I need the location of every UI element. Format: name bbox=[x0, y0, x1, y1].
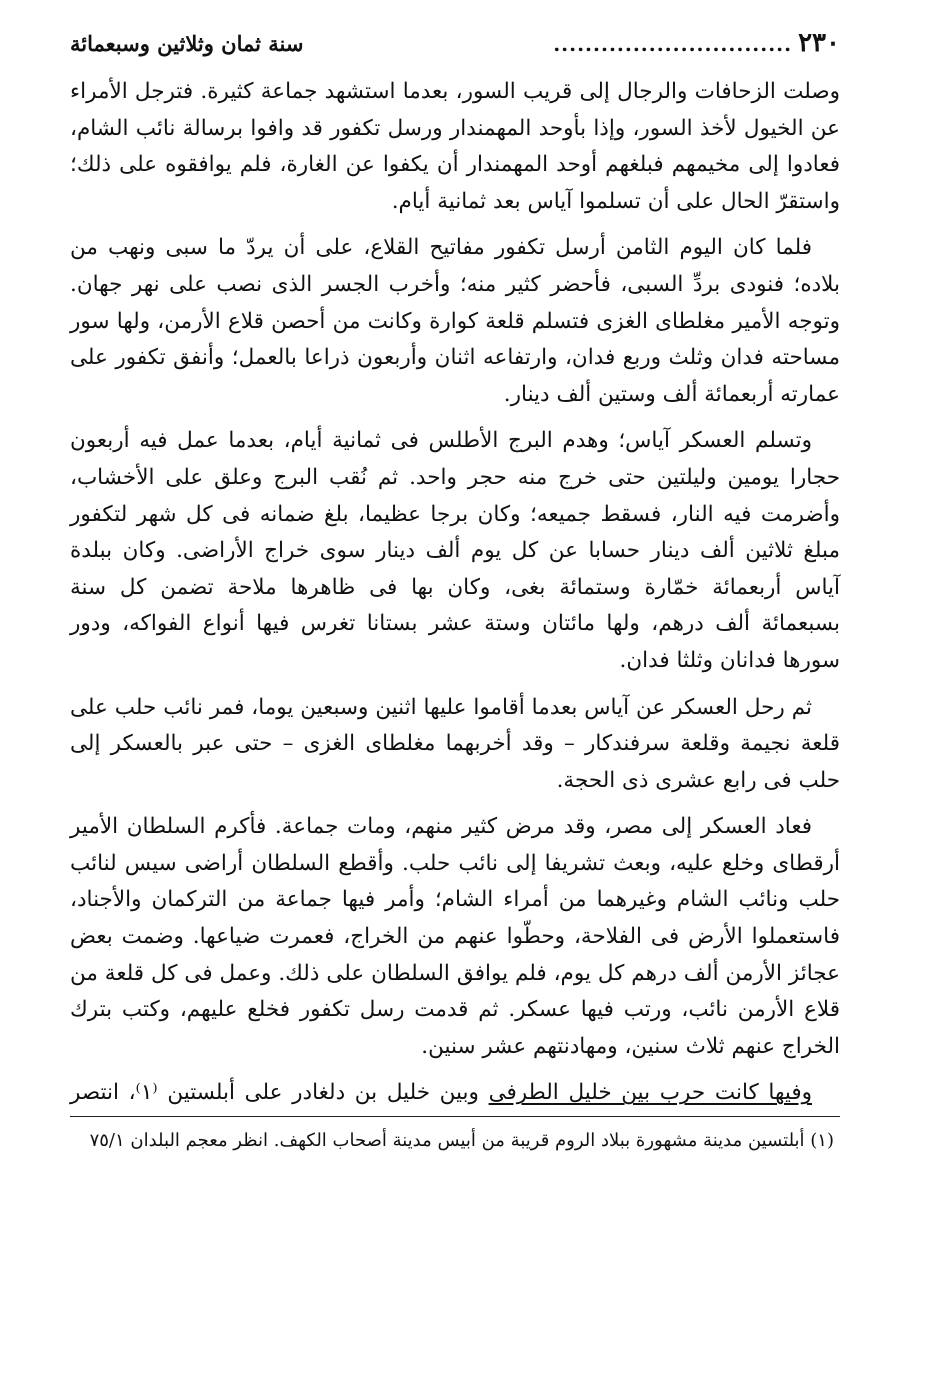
paragraph-6 bbox=[70, 1075, 840, 1112]
footnote: (١) أبلتسين مدينة مشهورة ببلاد الروم قريبة من أبيس مدينة أصحاب الكهف. انظر معجم البلدان ٧٥/١ bbox=[89, 1130, 834, 1152]
paragraph-1: وصلت الزحافات والرجال إلى قريب السور، بعدما استشهد جماعة كثيرة. فترجل الأمراء عن الخيول لأخذ السور، وإذا بأوحد المهمندار ورسل تكفور قد وافوا برسالة نائب الشام، فعادوا إلى مخيمهم فبلغهم أوحد المهمندار أن يكفوا عن الغارة، فلم يوافقوه على ذلك؛ واستقرّ الحال على أن تسلموا آياس بعد ثمانية أيام. bbox=[70, 79, 840, 214]
paragraph-3: وتسلم العسكر آياس؛ وهدم البرج الأطلس فى ثمانية أيام، بعدما عمل فيه أربعون حجارا يومين وليلتين حتى خرج منه حجر واحد. ثم نُقب البرج وعلق على الأخشاب، وأضرمت فيه النار، فسقط جميعه؛ وكان برجا عظيما، بلغ ضمانه فى كل شهر لتكفور مبلغ ثلاثين ألف دينار حسابا عن كل يوم ألف دينار سوى خراج الأراضى. وكان ببلدة آياس أربعمائة خمّارة وستمائة بغى، وكان بها فى ظاهرها ملاحة تضمن كل سنة بسبعمائة ألف درهم، ولها مائتان وستة عشر بستانا تغرس فيها أنواع الفواكه، ودور سورها فدانان وثلثا فدان. bbox=[70, 428, 840, 673]
paragraph-6-rest: وبين خليل بن دلغادر على أبلستين ⁽١⁾، انتصر bbox=[70, 1080, 489, 1106]
page-header bbox=[70, 28, 840, 68]
running-title: سنة ثمان وثلاثين وسبعمائة bbox=[70, 31, 304, 56]
footnote-divider bbox=[70, 1116, 840, 1117]
paragraph-2: فلما كان اليوم الثامن أرسل تكفور مفاتيح القلاع، على أن يردّ ما سبى ونهب من بلاده؛ فنودى بردِّ السبى، فأحضر كثير منه؛ وأخرب الجسر الذى نصب على نهر جهان. وتوجه الأمير مغلطاى الغزى فتسلم قلعة كوارة وكانت من أحصن قلاع الأرمن، ولها سور مساحته فدان وثلث وربع فدان، وارتفاعه اثنان وأربعون ذراعا بالعمل؛ وأنفق تكفور على عمارته أربعمائة ألف وستين ألف دينار. bbox=[70, 235, 840, 407]
paragraph-4: ثم رحل العسكر عن آياس بعدما أقاموا عليها اثنين وسبعين يوما، فمر نائب حلب على قلعة نجيمة وقلعة سرفندكار – وقد أخربهما مغلطاى الغزى – حتى عبر بالعسكر إلى حلب فى رابع عشرى ذى الحجة. bbox=[70, 694, 840, 793]
underlined-phrase: وفيها كانت حرب بين خليل الطرفى bbox=[488, 1080, 813, 1106]
page-number: ٢٣٠ bbox=[798, 28, 840, 58]
leader-dots: .............................. bbox=[553, 32, 793, 56]
page bbox=[70, 28, 840, 1156]
body-text bbox=[70, 74, 840, 1112]
paragraph-5: فعاد العسكر إلى مصر، وقد مرض كثير منهم، ومات جماعة. فأكرم السلطان الأمير أرقطاى وخلع عليه، وبعث تشريفا إلى نائب حلب. وأقطع السلطان أراضى سيس لنائب حلب ونائب الشام وغيرهما من أمراء الشام؛ وأمر فيها جماعة من التركمان والأجناد، فاستعملوا الأرض فى الفلاحة، وحطّوا عنهم من الخراج، فعمرت ضياعها. وضمت بعض عجائز الأرمن ألف درهم كل يوم، فلم يوافق السلطان على ذلك. وعمل فى كل قلعة من قلاع الأرمن نائب، ورتب فيها عسكر. ثم قدمت رسل تكفور فخلع عليهم، وكتب بترك الخراج عنهم ثلاث سنين، ومهادنتهم عشر سنين. bbox=[70, 814, 840, 1059]
